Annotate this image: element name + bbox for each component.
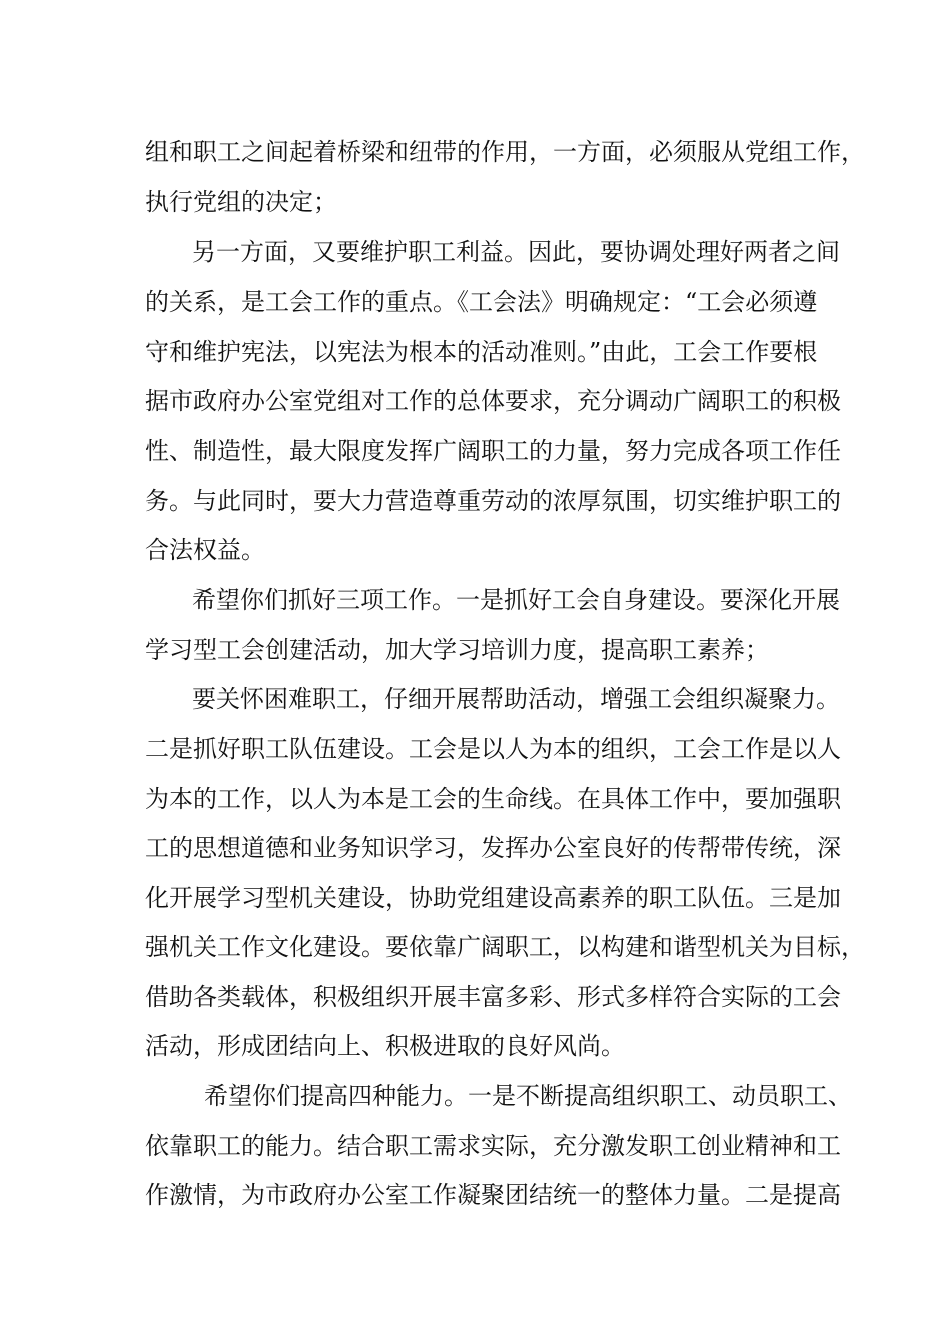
line-text: 为本的工作，以人为本是工会的生命线。在具体工作中，要加强职 (145, 785, 841, 813)
text-line (0, 1175, 950, 1215)
text-line (0, 1076, 950, 1116)
line-text: 二是抓好职工队伍建设。工会是以人为本的组织，工会工作是以人 (145, 735, 841, 763)
line-text: 工的思想道德和业务知识学习，发挥办公室良好的传帮带传统，深 (145, 834, 841, 862)
line-text: 性、制造性，最大限度发挥广阔职工的力量，努力完成各项工作任 (145, 437, 841, 465)
line-text: 务。与此同时，要大力营造尊重劳动的浓厚氛围，切实维护职工的 (145, 487, 841, 515)
text-line (0, 282, 950, 322)
line-text: 要关怀困难职工，仔细开展帮助活动，增强工会组织凝聚力。 (192, 685, 840, 713)
text-line (0, 431, 950, 471)
line-text: 作激情，为市政府办公室工作凝聚团结统一的整体力量。二是提高 (145, 1181, 841, 1209)
text-line (0, 182, 950, 222)
line-text: 组和职工之间起着桥梁和纽带的作用，一方面，必须服从党组工作， (145, 138, 865, 166)
text-line (0, 580, 950, 620)
line-text: 合法权益。 (145, 536, 265, 564)
text-line (0, 530, 950, 570)
text-line (0, 481, 950, 521)
line-text: 希望你们提高四种能力。一是不断提高组织职工、动员职工、 (204, 1082, 852, 1110)
text-line (0, 381, 950, 421)
line-text: 活动，形成团结向上、积极进取的良好风尚。 (145, 1032, 625, 1060)
text-line (0, 232, 950, 272)
text-line (0, 729, 950, 769)
line-text: 依靠职工的能力。结合职工需求实际，充分激发职工创业精神和工 (145, 1132, 841, 1160)
text-line (0, 332, 950, 372)
text-line (0, 977, 950, 1017)
text-line (0, 132, 950, 172)
line-text: 强机关工作文化建设。要依靠广阔职工，以构建和谐型机关为目标， (145, 933, 865, 961)
line-text: 的关系，是工会工作的重点。《工会法》明确规定：“工会必须遵 (145, 288, 818, 316)
line-text: 守和维护宪法，以宪法为根本的活动准则。”由此，工会工作要根 (145, 338, 818, 366)
text-line (0, 828, 950, 868)
text-line (0, 779, 950, 819)
text-line (0, 1026, 950, 1066)
line-text: 希望你们抓好三项工作。一是抓好工会自身建设。要深化开展 (192, 586, 840, 614)
text-line (0, 878, 950, 918)
text-line (0, 630, 950, 670)
line-text: 借助各类载体，积极组织开展丰富多彩、形式多样符合实际的工会 (145, 983, 841, 1011)
line-text: 据市政府办公室党组对工作的总体要求，充分调动广阔职工的积极 (145, 387, 841, 415)
line-text: 执行党组的决定； (145, 188, 337, 216)
text-line (0, 1126, 950, 1166)
line-text: 化开展学习型机关建设，协助党组建设高素养的职工队伍。三是加 (145, 884, 841, 912)
line-text: 学习型工会创建活动，加大学习培训力度，提高职工素养； (145, 636, 769, 664)
text-line (0, 679, 950, 719)
text-line (0, 927, 950, 967)
line-text: 另一方面，又要维护职工利益。因此，要协调处理好两者之间 (192, 238, 840, 266)
